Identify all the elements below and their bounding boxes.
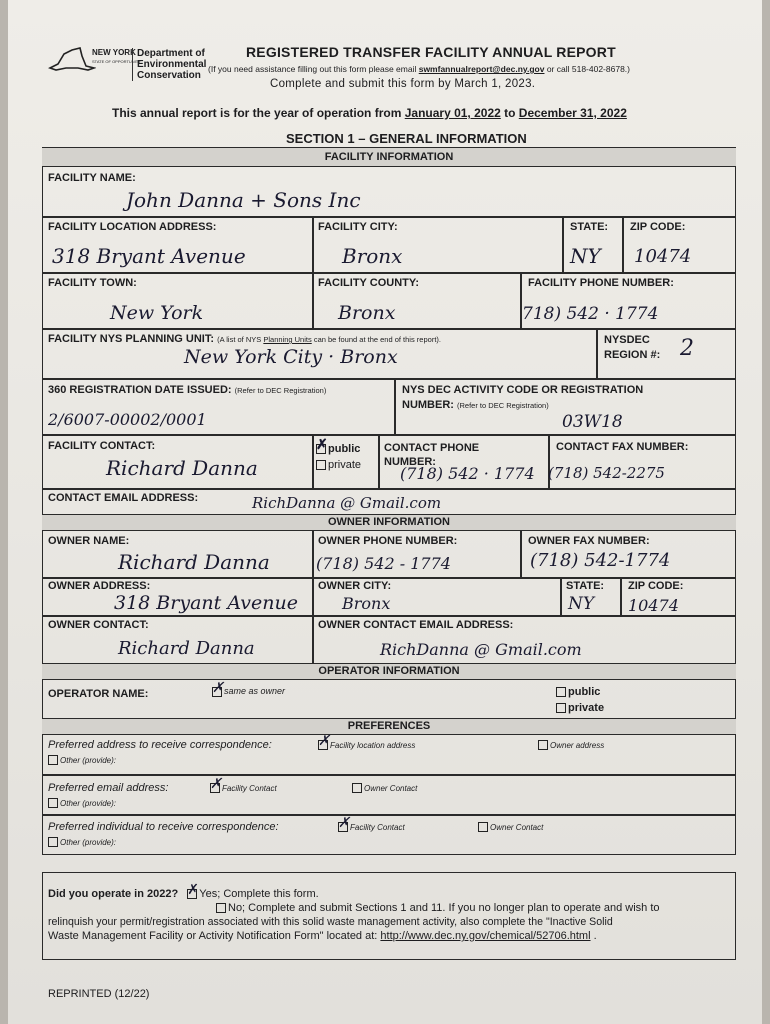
owner-city-label: OWNER CITY: (318, 580, 392, 592)
operator-type-options: public private (556, 684, 604, 716)
owner-zip-value[interactable]: 10474 (628, 596, 679, 615)
operator-public-checkbox[interactable] (556, 687, 566, 697)
pref-correspondence-label: Preferred address to receive correspondence: (48, 739, 272, 751)
contact-fax-value[interactable]: (718) 542-2275 (548, 464, 665, 482)
reg-date-label: 360 REGISTRATION DATE ISSUED: (Refer to DEC Registration) (48, 384, 327, 396)
operator-private-checkbox[interactable] (556, 703, 566, 713)
dept-name: Department of Environmental Conservation (132, 48, 206, 81)
pref-individual-label: Preferred individual to receive correspondence: (48, 821, 279, 833)
owner-name-value[interactable]: Richard Danna (118, 550, 270, 574)
owner-state-label: STATE: (566, 580, 605, 592)
facility-address-label: FACILITY LOCATION ADDRESS: (48, 221, 217, 233)
public-checkbox[interactable] (316, 444, 326, 454)
pref-corr-owner-option: Owner address (538, 739, 604, 751)
facility-zip-label: ZIP CODE: (630, 221, 686, 233)
facility-city-label: FACILITY CITY: (318, 221, 398, 233)
owner-contact-value[interactable]: Richard Danna (118, 638, 255, 659)
operate-no-option: No; Complete and submit Sections 1 and 11. If you no longer plan to operate and wish to (216, 902, 660, 915)
pref-indiv-other-option: Other (provide): (48, 836, 116, 848)
owner-address-value[interactable]: 318 Bryant Avenue (114, 592, 298, 614)
pref-email-label: Preferred email address: (48, 782, 169, 794)
owner-fax-label: OWNER FAX NUMBER: (528, 535, 650, 547)
operate-yes-checkbox[interactable] (187, 889, 197, 899)
pref-email-other-option: Other (provide): (48, 797, 116, 809)
owner-city-value[interactable]: Bronx (342, 594, 391, 613)
reprinted-note: REPRINTED (12/22) (48, 988, 150, 1000)
logo-state-text: NEW YORK STATE OF OPPORTUNITY (92, 48, 141, 64)
facility-address-value[interactable]: 318 Bryant Avenue (52, 244, 246, 268)
contact-type-options: ✗public private (316, 441, 361, 473)
contact-email-value[interactable]: RichDanna @ Gmail.com (252, 494, 442, 512)
operator-name-label: OPERATOR NAME: (48, 688, 149, 700)
operator-band: OPERATOR INFORMATION (42, 663, 736, 680)
contact-phone-value[interactable]: (718) 542 · 1774 (400, 464, 535, 483)
nys-dec-logo (48, 44, 218, 84)
contact-phone-label: CONTACT PHONE NUMBER: (384, 442, 480, 468)
owner-email-value[interactable]: RichDanna @ Gmail.com (380, 640, 582, 659)
region-label: NYSDEC REGION #: (604, 334, 661, 361)
owner-phone-value[interactable]: (718) 542 - 1774 (316, 554, 451, 573)
owner-band: OWNER INFORMATION (42, 514, 736, 531)
assistance-note: (If you need assistance filling out this form please email swmfannualreport@dec.ny.gov or call 518-402-8678.) (208, 64, 630, 74)
section-title: SECTION 1 – GENERAL INFORMATION (286, 131, 527, 146)
planning-unit-value[interactable]: New York City · Bronx (184, 346, 398, 368)
submit-deadline: Complete and submit this form by March 1, 2023. (270, 78, 536, 90)
operate-no-checkbox[interactable] (216, 903, 226, 913)
private-checkbox[interactable] (316, 460, 326, 470)
pref-corr-other-checkbox[interactable] (48, 755, 58, 765)
pref-email-other-checkbox[interactable] (48, 798, 58, 808)
planning-unit-label: FACILITY NYS PLANNING UNIT: (A list of NYS Planning Units can be found at the end of this report). (48, 333, 441, 345)
report-title: REGISTERED TRANSFER FACILITY ANNUAL REPORT (246, 44, 616, 60)
pref-indiv-facility-checkbox[interactable] (338, 822, 348, 832)
owner-address-label: OWNER ADDRESS: (48, 580, 151, 592)
facility-county-value[interactable]: Bronx (338, 302, 396, 324)
same-as-owner-checkbox[interactable] (212, 687, 222, 697)
pref-email-facility-checkbox[interactable] (210, 783, 220, 793)
owner-zip-label: ZIP CODE: (628, 580, 684, 592)
reporting-year: This annual report is for the year of operation from January 01, 2022 to December 31, 2022 (112, 106, 627, 120)
activity-code-value[interactable]: 03W18 (562, 412, 623, 432)
pref-corr-facility-option: ✗ Facility location address (318, 739, 415, 751)
contact-email-label: CONTACT EMAIL ADDRESS: (48, 492, 199, 504)
form-page (8, 0, 762, 1024)
owner-state-value[interactable]: NY (568, 594, 595, 614)
activity-code-label: NYS DEC ACTIVITY CODE OR REGISTRATION NUMBER: (Refer to DEC Registration) (402, 384, 644, 411)
pref-email-facility-option: ✗ Facility Contact (210, 782, 277, 794)
owner-name-label: OWNER NAME: (48, 535, 130, 547)
facility-phone-label: FACILITY PHONE NUMBER: (528, 277, 674, 289)
region-value[interactable]: 2 (680, 336, 694, 361)
pref-email-owner-option: Owner Contact (352, 782, 417, 794)
operate-line3: Waste Management Facility or Activity Notification Form" located at: http://www.dec.ny.gov/chemical/52706.html . (48, 930, 597, 942)
operate-line2: relinquish your permit/registration associated with this solid waste management activity, also complete the "Inactive Solid (48, 916, 613, 928)
facility-contact-label: FACILITY CONTACT: (48, 440, 156, 452)
facility-county-label: FACILITY COUNTY: (318, 277, 420, 289)
facility-town-label: FACILITY TOWN: (48, 277, 137, 289)
assist-email-link[interactable]: swmfannualreport@dec.ny.gov (418, 64, 545, 74)
preferences-band: PREFERENCES (42, 718, 736, 735)
facility-town-value[interactable]: New York (110, 302, 204, 324)
pref-indiv-facility-option: ✗ Facility Contact (338, 821, 405, 833)
facility-state-value[interactable]: NY (570, 244, 601, 268)
pref-corr-owner-checkbox[interactable] (538, 740, 548, 750)
facility-contact-value[interactable]: Richard Danna (106, 456, 258, 480)
owner-email-label: OWNER CONTACT EMAIL ADDRESS: (318, 619, 514, 631)
new-york-state-icon (48, 46, 96, 76)
operate-question: Did you operate in 2022? ✗ Yes; Complete this form. (48, 888, 319, 901)
facility-zip-value[interactable]: 10474 (634, 246, 692, 267)
pref-indiv-owner-checkbox[interactable] (478, 822, 488, 832)
inactive-form-link[interactable]: http://www.dec.ny.gov/chemical/52706.html (380, 930, 591, 942)
same-as-owner-option: ✗ same as owner (212, 686, 285, 697)
reg-date-value[interactable]: 2/6007-00002/0001 (48, 410, 207, 429)
contact-fax-label: CONTACT FAX NUMBER: (556, 441, 689, 453)
owner-phone-label: OWNER PHONE NUMBER: (318, 535, 458, 547)
pref-corr-facility-checkbox[interactable] (318, 740, 328, 750)
owner-fax-value[interactable]: (718) 542-1774 (530, 550, 671, 571)
facility-city-value[interactable]: Bronx (342, 244, 403, 268)
facility-state-label: STATE: (570, 221, 609, 233)
pref-indiv-owner-option: Owner Contact (478, 821, 543, 833)
pref-indiv-other-checkbox[interactable] (48, 837, 58, 847)
facility-phone-value[interactable]: 718) 542 · 1774 (522, 304, 659, 324)
facility-name-value[interactable]: John Danna + Sons Inc (126, 188, 361, 212)
owner-contact-label: OWNER CONTACT: (48, 619, 149, 631)
pref-email-owner-checkbox[interactable] (352, 783, 362, 793)
facility-name-label: FACILITY NAME: (48, 172, 136, 184)
pref-corr-other-option: Other (provide): (48, 754, 116, 766)
facility-band: FACILITY INFORMATION (42, 147, 736, 167)
